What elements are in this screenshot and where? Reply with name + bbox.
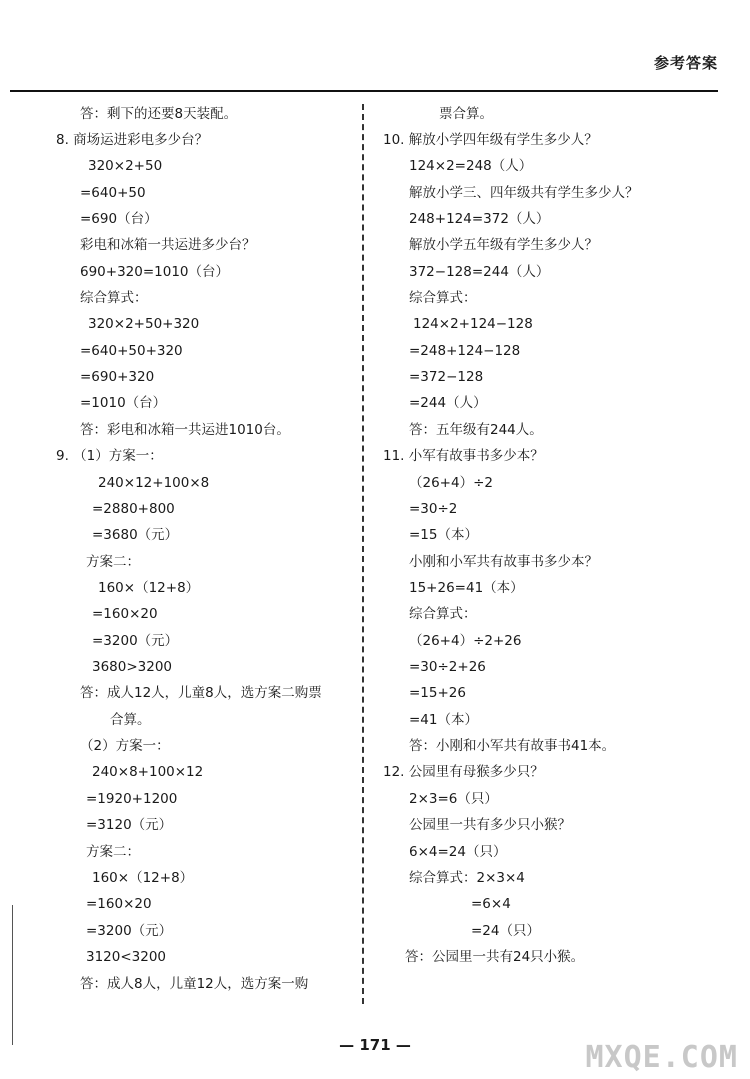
text-line: =244（人）: [409, 395, 487, 411]
text-line: =15+26: [409, 685, 466, 701]
margin-line: [12, 905, 13, 1045]
text-line: =2880+800: [92, 501, 175, 517]
text-line: =372−128: [409, 369, 484, 385]
text-line: 答：小刚和小军共有故事书41本。: [409, 738, 616, 754]
text-line: =30÷2: [409, 501, 458, 517]
text-line: 3120<3200: [86, 949, 167, 965]
question-10: 10. 解放小学四年级有学生多少人？: [383, 132, 598, 148]
text-line: =30÷2+26: [409, 659, 486, 675]
text-line: 综合算式：2×3×4: [409, 870, 525, 886]
text-line: 160×（12+8）: [98, 580, 200, 596]
text-line: 综合算式：: [80, 290, 148, 306]
text-line: 票合算。: [439, 106, 493, 122]
text-line: 方案二：: [86, 844, 140, 860]
text-line: 15+26=41（本）: [409, 580, 524, 596]
text-line: 690+320=1010（台）: [80, 264, 230, 280]
text-line: （26+4）÷2+26: [409, 633, 522, 649]
text-line: =1920+1200: [86, 791, 178, 807]
text-line: 320×2+50+320: [88, 316, 200, 332]
text-line: =1010（台）: [80, 395, 167, 411]
text-line: 6×4=24（只）: [409, 844, 507, 860]
text-line: 公园里一共有多少只小猴？: [409, 817, 571, 833]
text-line: 答：公园里一共有24只小猴。: [405, 949, 585, 965]
question-8: 8. 商场运进彩电多少台？: [56, 132, 209, 148]
text-line: 答：剩下的还要8天装配。: [80, 106, 238, 122]
text-line: =690+320: [80, 369, 155, 385]
text-line: （2）方案一：: [80, 738, 170, 754]
text-line: =248+124−128: [409, 343, 521, 359]
text-line: 240×12+100×8: [98, 475, 210, 491]
text-line: 彩电和冰箱一共运进多少台？: [80, 237, 256, 253]
text-line: 答：五年级有244人。: [409, 422, 543, 438]
text-line: 综合算式：: [409, 290, 477, 306]
watermark-logo: MXQE.COM: [585, 1040, 738, 1075]
text-line: 小刚和小军共有故事书多少本？: [409, 554, 598, 570]
text-line: 124×2+124−128: [413, 316, 533, 332]
text-line: =640+50+320: [80, 343, 183, 359]
text-line: 320×2+50: [88, 158, 163, 174]
text-line: 答：彩电和冰箱一共运进1010台。: [80, 422, 290, 438]
question-11: 11. 小军有故事书多少本？: [383, 448, 544, 464]
text-line: =3120（元）: [86, 817, 173, 833]
text-line: 3680>3200: [92, 659, 173, 675]
text-line: =3200（元）: [92, 633, 179, 649]
text-line: 160×（12+8）: [92, 870, 194, 886]
question-12: 12. 公园里有母猴多少只？: [383, 764, 544, 780]
page-header: [10, 50, 718, 92]
text-line: =160×20: [92, 606, 158, 622]
column-divider: [362, 104, 364, 1004]
text-line: =15（本）: [409, 527, 478, 543]
text-line: =3680（元）: [92, 527, 179, 543]
text-line: =3200（元）: [86, 923, 173, 939]
text-line: =160×20: [86, 896, 152, 912]
text-line: 解放小学五年级有学生多少人？: [409, 237, 598, 253]
text-line: =690（台）: [80, 211, 158, 227]
text-line: 答：成人12人，儿童8人，选方案二购票: [80, 685, 322, 701]
text-line: 2×3=6（只）: [409, 791, 498, 807]
text-line: 124×2=248（人）: [409, 158, 533, 174]
page-number: — 171 —: [339, 1036, 411, 1054]
text-line: 方案二：: [86, 554, 140, 570]
text-line: 解放小学三、四年级共有学生多少人？: [409, 185, 639, 201]
header-title: 参考答案: [653, 54, 718, 72]
text-line: 248+124=372（人）: [409, 211, 550, 227]
text-line: =6×4: [471, 896, 511, 912]
text-line: 240×8+100×12: [92, 764, 204, 780]
text-line: =24（只）: [471, 923, 540, 939]
text-line: =41（本）: [409, 712, 478, 728]
question-9: 9. （1）方案一：: [56, 448, 163, 464]
text-line: 答：成人8人，儿童12人，选方案一购: [80, 976, 309, 992]
text-line: （26+4）÷2: [409, 475, 493, 491]
text-line: =640+50: [80, 185, 146, 201]
text-line: 合算。: [110, 712, 151, 728]
text-line: 372−128=244（人）: [409, 264, 550, 280]
text-line: 综合算式：: [409, 606, 477, 622]
